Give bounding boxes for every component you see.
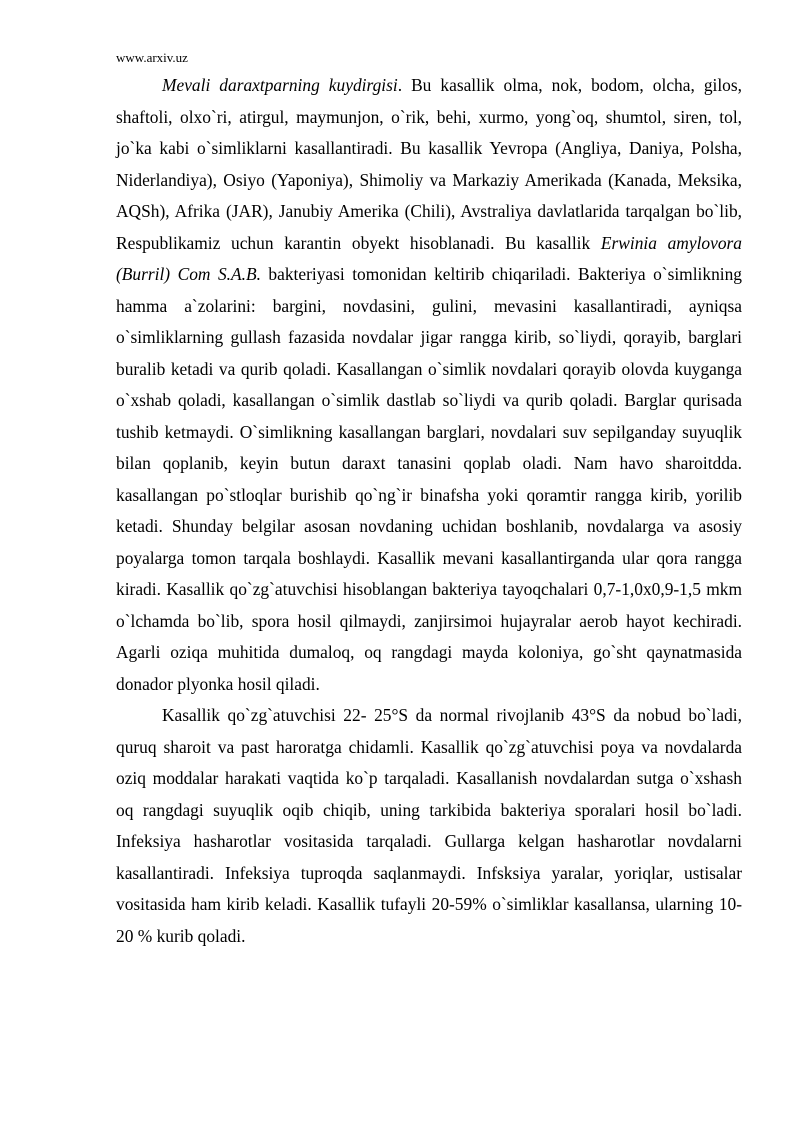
paragraph-fire-blight-description — [116, 70, 742, 700]
site-header-url: www.arxiv.uz — [116, 50, 188, 65]
section-title-italic: Mevali daraxtparning kuydirgisi — [162, 75, 398, 95]
paragraph-text-part2: bakteriyasi tomonidan keltirib chiqariladi. Bakteriya o`simlikning hamma a`zolarini: bargini, novdasini, gulini, mevasini kasallantiradi, ayniqsa o`simliklarning gullash fazasida novdalar jigar rangga kirib, so`liydi, qorayib, barglari buralib ketadi va qurib qoladi. Kasallangan o`simlik novdalari qorayib olovda kuyganga o`xshab qoladi, kasallangan o`simlik dastlab so`liydi va qurib qoladi. Barglar qurisada tushib ketmaydi. O`simlikning kasallangan barglari, novdalari suv sepilganday suyuqlik bilan qoplanib, keyin butun daraxt tanasini qoplab oladi. Nam havo sharoitdda. kasallangan po`stloqlar burishib qo`ng`ir binafsha yoki qoramtir rangga kirib, yorilib ketadi. Shunday belgilar asosan novdaning uchidan boshlanib, novdalarga va asosiy poyalarga tomon tarqala boshlaydi. Kasallik mevani kasallantirganda ular qora rangga kiradi. Kasallik qo`zg`atuvchisi hisoblangan bakteriya tayoqchalari 0,7-1,0x0,9-1,5 mkm o`lchamda bo`lib, spora hosil qilmaydi, zanjirsimoi hujayralar aerob hayot kechiradi. Agarli oziqa muhitida dumaloq, oq rangdagi mayda koloniya, go`sht qaynatmasida donador plyonka hosil qiladi. — [116, 264, 742, 694]
paragraph-text-part1: . Bu kasallik olma, nok, bodom, olcha, gilos, shaftoli, olxo`ri, atirgul, maymunjon, o`rik, behi, xurmo, yong`oq, shumtol, siren, tol, jo`ka kabi o`simliklarni kasallantiradi. Bu kasallik Yevropa (Angliya, Daniya, Polsha, Niderlandiya), Osiyo (Yaponiya), Shimoliy va Markaziy Amerikada (Kanada, Meksika, AQSh), Afrika (JAR), Janubiy Amerika (Chili), Avstraliya davlatlarida tarqalgan bo`lib, Respublikamiz uchun karantin obyekt hisoblanadi. Bu kasallik — [116, 75, 742, 253]
species-name-italic: Erwinia amylovora (Burril) Com S.A.B. — [116, 232, 742, 284]
paragraph-pathogen-conditions: Kasallik qo`zg`atuvchisi 22- 25°S da normal rivojlanib 43°S da nobud bo`ladi, quruq sharoit va past haroratga chidamli. Kasallik qo`zg`atuvchisi poya va novdalarda oziq moddalar harakati vaqtida ko`p tarqaladi. Kasallanish novdalardan sutga o`xshash oq rangdagi suyuqlik oqib chiqib, uning tarkibida bakteriya sporalari hosil bo`ladi. Infeksiya hasharotlar vositasida tarqaladi. Gullarga kelgan hasharotlar novdalarni kasallantiradi. Infeksiya tuproqda saqlanmaydi. Infsksiya yaralar, yoriqlar, ustisalar vositasida ham kirib keladi. Kasallik tufayli 20-59% o`simliklar kasallansa, ularning 10- 20 % kurib qoladi. — [116, 705, 742, 946]
document-body — [116, 70, 742, 952]
